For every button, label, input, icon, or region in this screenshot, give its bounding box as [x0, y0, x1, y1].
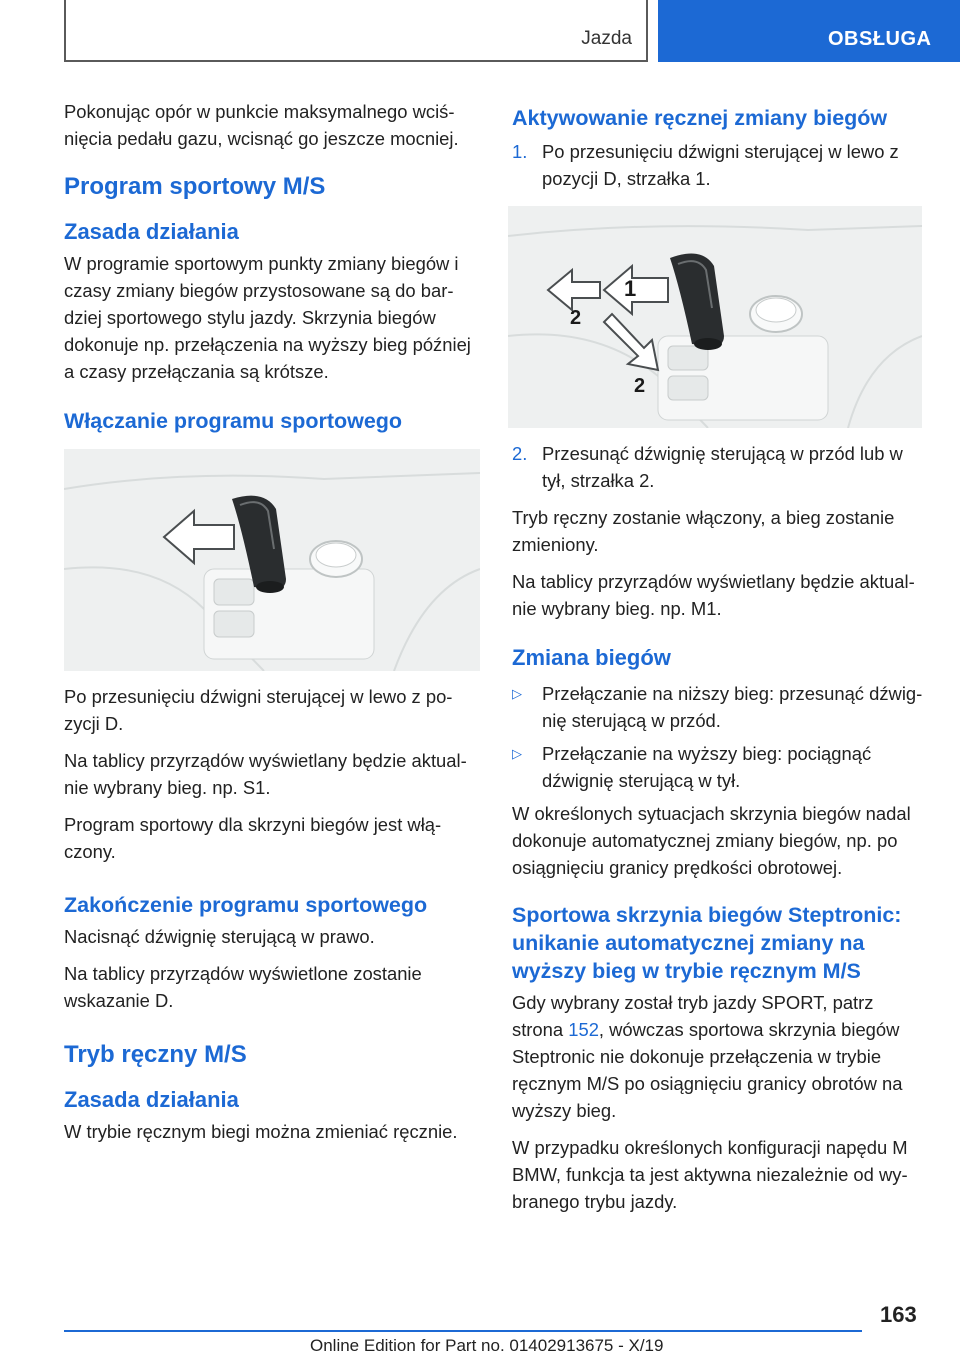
- sport-on-p2: Na tablicy przyrządów wyświetlany będzie aktual‐nie wybrany bieg. np. S1.: [64, 750, 467, 798]
- bullet-marker-icon: ▷: [512, 746, 522, 761]
- steptronic-p2: W przypadku określonych konfiguracji napędu M BMW, funkcja ta jest aktywna niezależnie od wy‐branego trybu jazdy.: [512, 1137, 908, 1212]
- figure-label-arrow-1: 1: [624, 276, 637, 301]
- bullet-downshift: [512, 680, 926, 734]
- manual-mode-heading: Tryb ręczny M/S: [64, 1041, 247, 1068]
- change-p1: W określonych sytuacjach skrzynia biegów nadal dokonuje automatycznej zmiany biegów, np. po osiągnięciu granicy prędkości obrotowej.: [512, 803, 911, 878]
- footer-edition: Online Edition for Part no. 01402913675 - X/19: [310, 1336, 664, 1355]
- bullet-marker-icon: ▷: [512, 686, 522, 701]
- manual-principle-heading: Zasada działania: [64, 1087, 239, 1112]
- page-reference-link[interactable]: 152: [568, 1019, 599, 1040]
- header-chapter-tab: OBSŁUGA: [658, 0, 960, 62]
- selector-lever-left-figure: [64, 449, 480, 671]
- step-1: [512, 138, 926, 192]
- steptronic-p1-start: Gdy wybrany został tryb jazdy SPORT, patrz strona: [512, 992, 874, 1040]
- sport-on-p3: Program sportowy dla skrzyni biegów jest włą‐czony.: [64, 814, 442, 862]
- steptronic-p1: [512, 989, 926, 1124]
- activate-p1: Tryb ręczny zostanie włączony, a bieg zostanie zmieniony.: [512, 507, 895, 555]
- sport-off-p1: Nacisnąć dźwignię sterującą w prawo.: [64, 926, 375, 947]
- bullet-upshift-text: Przełączanie na wyższy bieg: pociągnąć dźwignię sterującą w tył.: [542, 743, 872, 791]
- sport-on-p1: Po przesunięciu dźwigni sterującej w lewo z po‐zycji D.: [64, 686, 453, 734]
- activate-p2: Na tablicy przyrządów wyświetlany będzie aktual‐nie wybrany bieg. np. M1.: [512, 571, 915, 619]
- step-1-text: Po przesunięciu dźwigni sterującej w lewo z pozycji D, strzałka 1.: [542, 141, 899, 189]
- step-2-text: Przesunąć dźwignię sterującą w przód lub w tył, strzałka 2.: [542, 443, 903, 491]
- steptronic-heading: Sportowa skrzynia biegów Steptronic: unikanie automatycznej zmiany na wyższy bieg w trybie ręcznym M/S: [512, 903, 902, 983]
- right-column: [512, 98, 926, 1225]
- sport-principle-text: W programie sportowym punkty zmiany biegów i czasy zmiany biegów przystosowane są do bar‐dziej sportowego stylu jazdy. Skrzynia biegów dokonuje np. przełączenia na wyższy bieg później a czasy przełączania są krótsze.: [64, 253, 471, 382]
- activate-manual-heading: Aktywowanie ręcznej zmiany biegów: [512, 106, 888, 130]
- footer-divider: [64, 1330, 862, 1332]
- step-1-number: 1.: [512, 141, 528, 162]
- bullet-downshift-text: Przełączanie na niższy bieg: przesunąć dźwig‐nię sterującą w przód.: [542, 683, 923, 731]
- step-2: [512, 440, 926, 494]
- figure-label-arrow-2-down: 2: [634, 375, 646, 397]
- sport-on-heading: Włączanie programu sportowego: [64, 409, 403, 433]
- sport-program-heading: Program sportowy M/S: [64, 173, 326, 200]
- manual-principle-text: W trybie ręcznym biegi można zmieniać ręcznie.: [64, 1121, 458, 1142]
- selector-lever-manual-figure: [508, 206, 922, 428]
- sport-principle-heading: Zasada działania: [64, 219, 239, 244]
- bullet-upshift: [512, 740, 926, 794]
- header-frame: [64, 0, 648, 62]
- page-number: 163: [880, 1302, 917, 1327]
- sport-off-p2: Na tablicy przyrządów wyświetlone zostanie wskazanie D.: [64, 963, 422, 1011]
- header-section-title: Jazda: [581, 28, 632, 49]
- step-2-number: 2.: [512, 443, 528, 464]
- gear-change-heading: Zmiana biegów: [512, 645, 671, 670]
- left-column: [64, 98, 480, 1155]
- figure-label-arrow-2-left: 2: [570, 307, 582, 329]
- steptronic-p1-end: , wówczas sportowa skrzynia biegów Steptronic nie dokonuje przełączenia w trybie ręcznym M/S po osiągnięciu granicy obrotów na wyższy bieg.: [512, 1019, 903, 1121]
- sport-off-heading: Zakończenie programu sportowego: [64, 893, 428, 917]
- intro-paragraph: Pokonując opór w punkcie maksymalnego wciś‐nięcia pedału gazu, wcisnąć go jeszcze mocniej.: [64, 101, 459, 149]
